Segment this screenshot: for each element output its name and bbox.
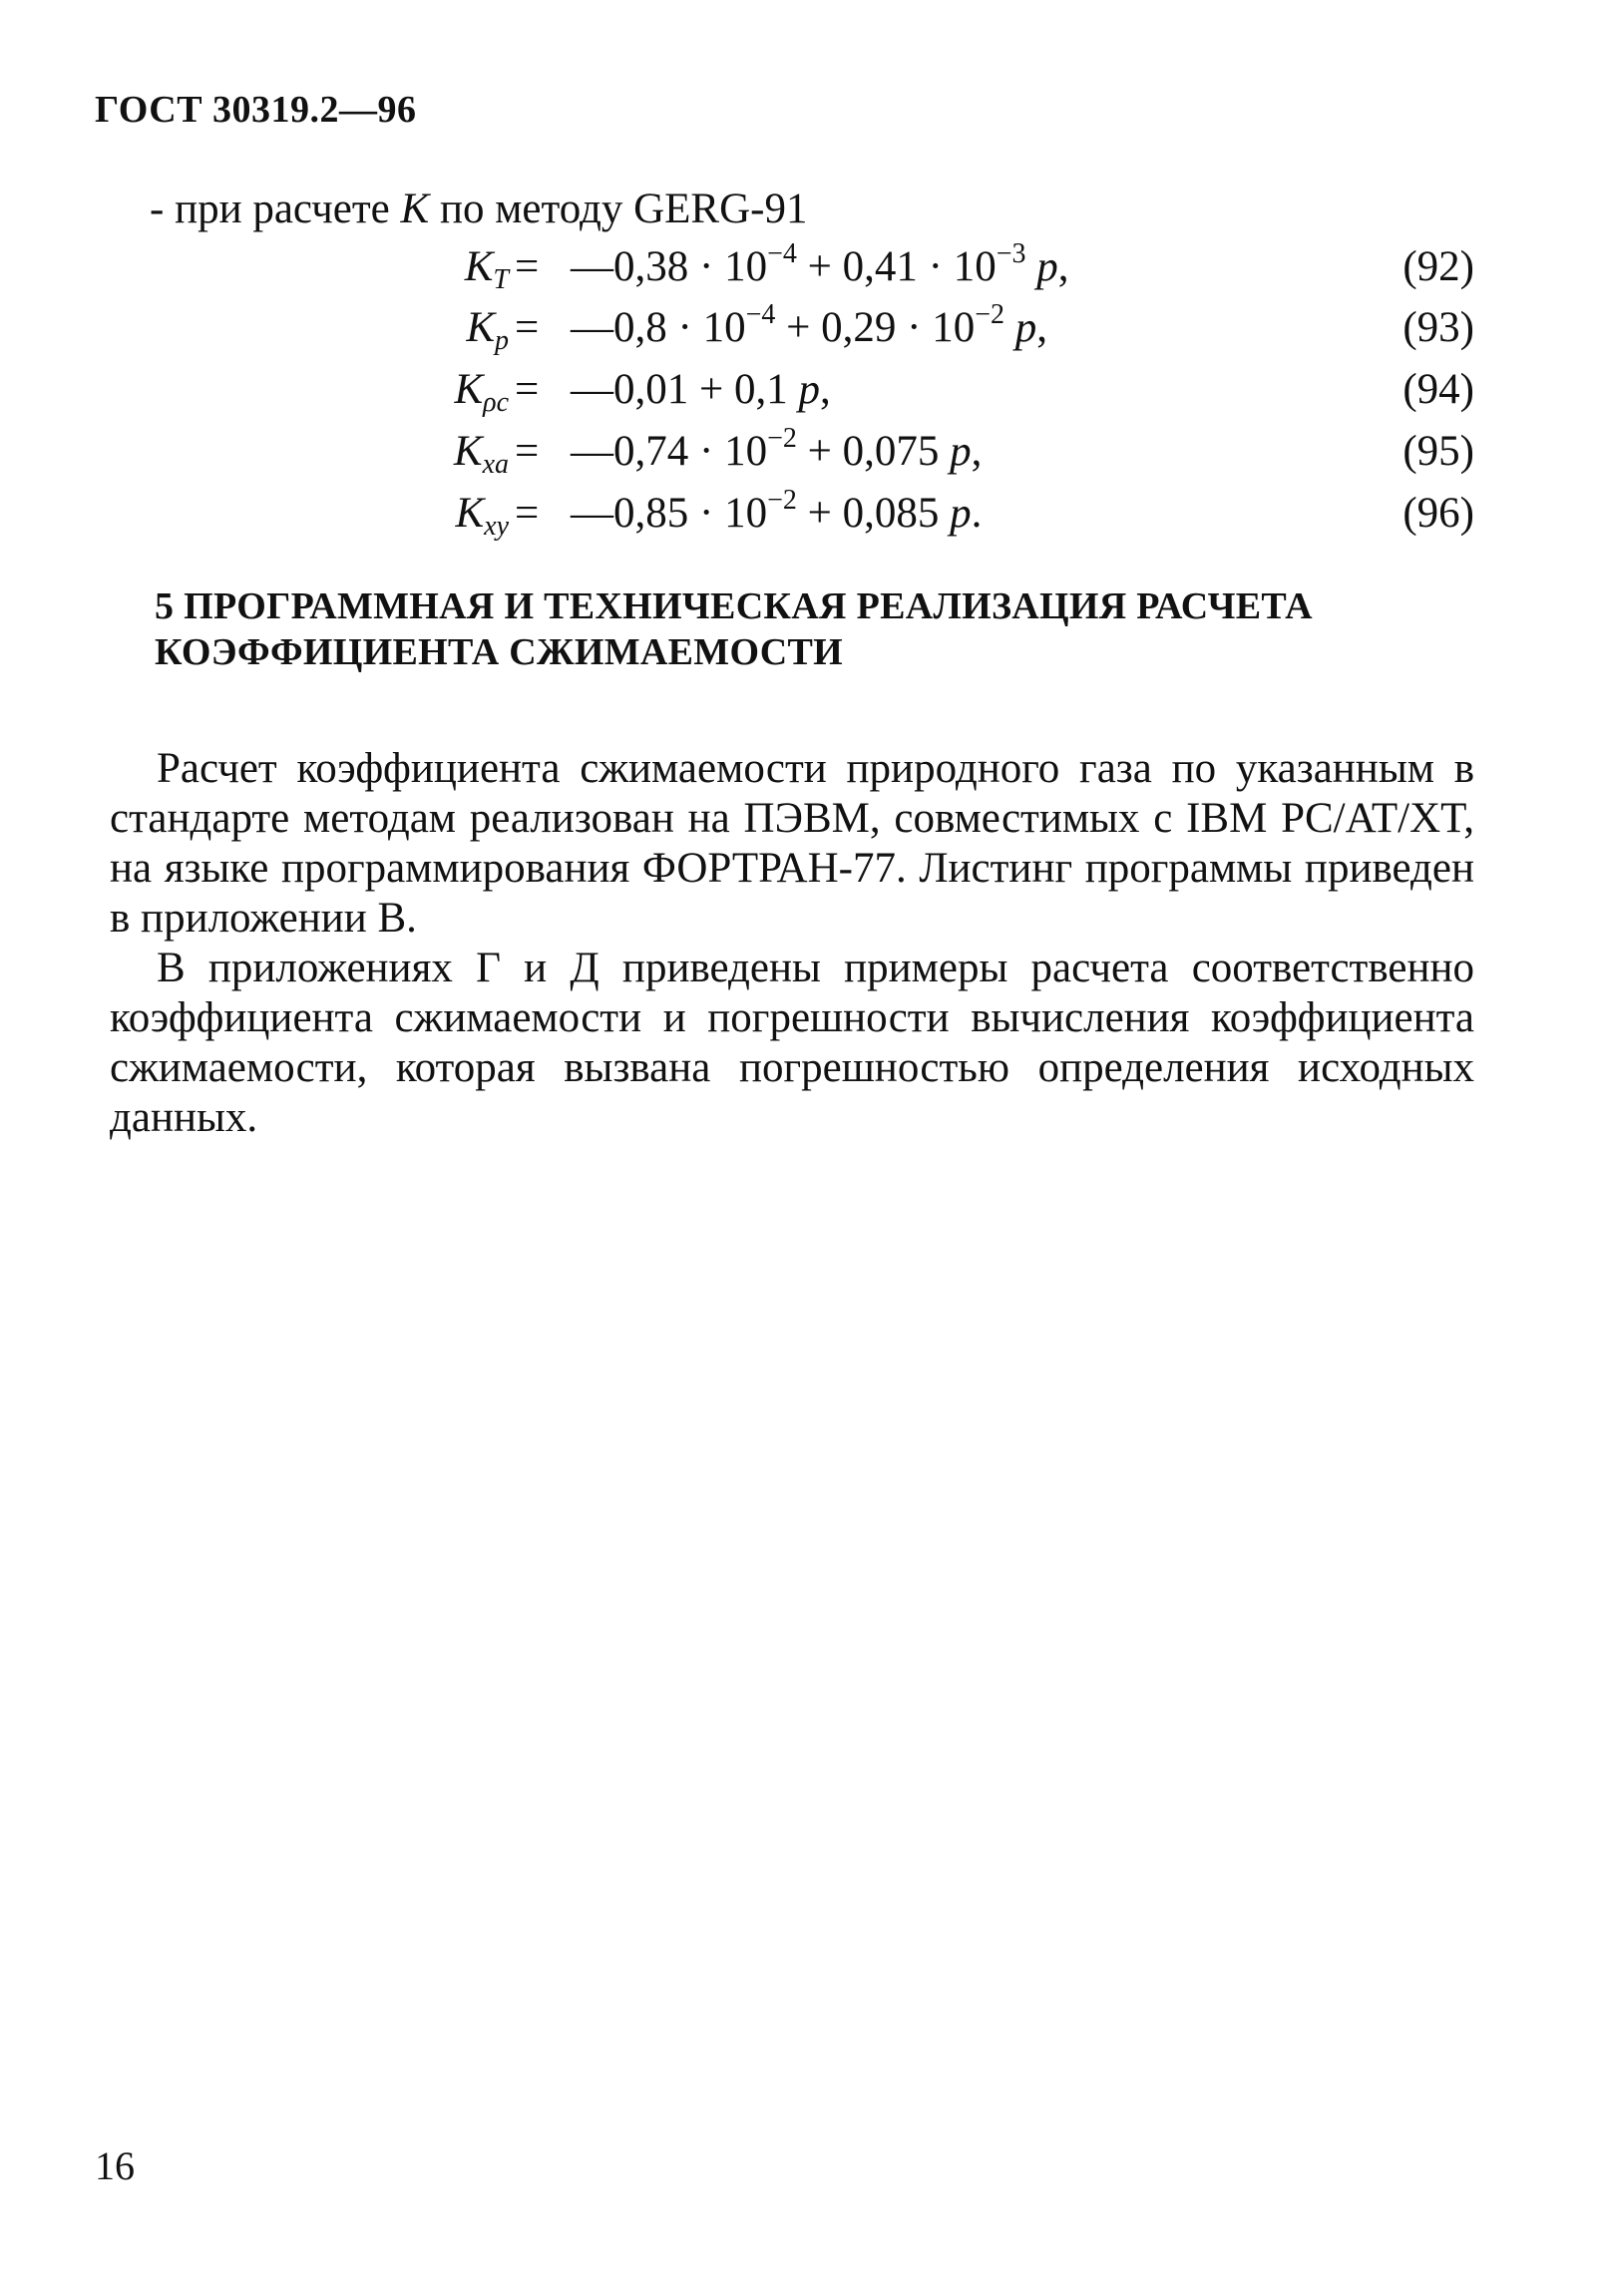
- formula-lhs: $K_{xa}$: [453, 428, 509, 480]
- formula-rhs: —0,85 · $10^{-2} + 0,085$ p.: [571, 485, 983, 537]
- method-intro-line: [150, 185, 807, 233]
- intro-symbol: K: [400, 186, 430, 232]
- formula-rhs: —0,38 · $10^{-4} + 0,41 \cdot 10^{-3}$ p,: [571, 238, 1069, 290]
- formula-equals: =: [515, 304, 540, 351]
- page-number: 16: [95, 2143, 135, 2188]
- body-paragraph: В приложениях Г и Д приведены примеры расчета соответственно коэффициента сжимаемости и погрешности вычисления коэффициента сжимаемости, которая вызвана погрешностью определения исходных данных.: [110, 945, 1474, 1141]
- formula-number: (96): [1402, 490, 1474, 537]
- body-paragraph: Расчет коэффициента сжимаемости природного газа по указанным в стандарте методам реализован на ПЭВМ, совместимых с IBM PC/AT/XT, на языке программирования ФОРТРАН-77. Листинг программы приведен в приложении В.: [110, 745, 1474, 942]
- formula-equals: =: [515, 490, 540, 537]
- intro-prefix: - при расчете: [150, 186, 401, 232]
- formula-lhs: $K_T$: [464, 243, 509, 295]
- formula-lhs: $K_{\rho c}$: [454, 366, 509, 418]
- formula-row: [0, 423, 1601, 487]
- formula-rhs: —0,01 + 0,1 p,: [571, 366, 831, 413]
- section-heading: 5 ПРОГРАММНАЯ И ТЕХНИЧЕСКАЯ РЕАЛИЗАЦИЯ РАСЧЕТА КОЭФФИЦИЕНТА СЖИМАЕМОСТИ: [155, 585, 1313, 673]
- formula-equals: =: [515, 428, 540, 475]
- formula-row: [0, 485, 1601, 549]
- formula-row: [0, 299, 1601, 363]
- intro-suffix: по методу GERG-91: [429, 186, 808, 232]
- formula-lhs: $K_{xy}$: [455, 490, 509, 542]
- formula-rhs: —0,74 · $10^{-2} + 0,075$ p,: [571, 423, 983, 475]
- standard-code-header: ГОСТ 30319.2—96: [95, 89, 417, 131]
- formula-number: (93): [1402, 304, 1474, 351]
- formula-equals: =: [515, 366, 540, 413]
- formula-equals: =: [515, 243, 540, 290]
- formula-row: [0, 238, 1601, 302]
- formula-lhs: $K_p$: [466, 304, 509, 356]
- formula-row: [0, 365, 1601, 425]
- formula-number: (92): [1402, 243, 1474, 290]
- formula-number: (94): [1402, 366, 1474, 413]
- formula-number: (95): [1402, 428, 1474, 475]
- formula-rhs: —0,8 · $10^{-4} + 0,29 \cdot 10^{-2}$ p,: [571, 299, 1047, 351]
